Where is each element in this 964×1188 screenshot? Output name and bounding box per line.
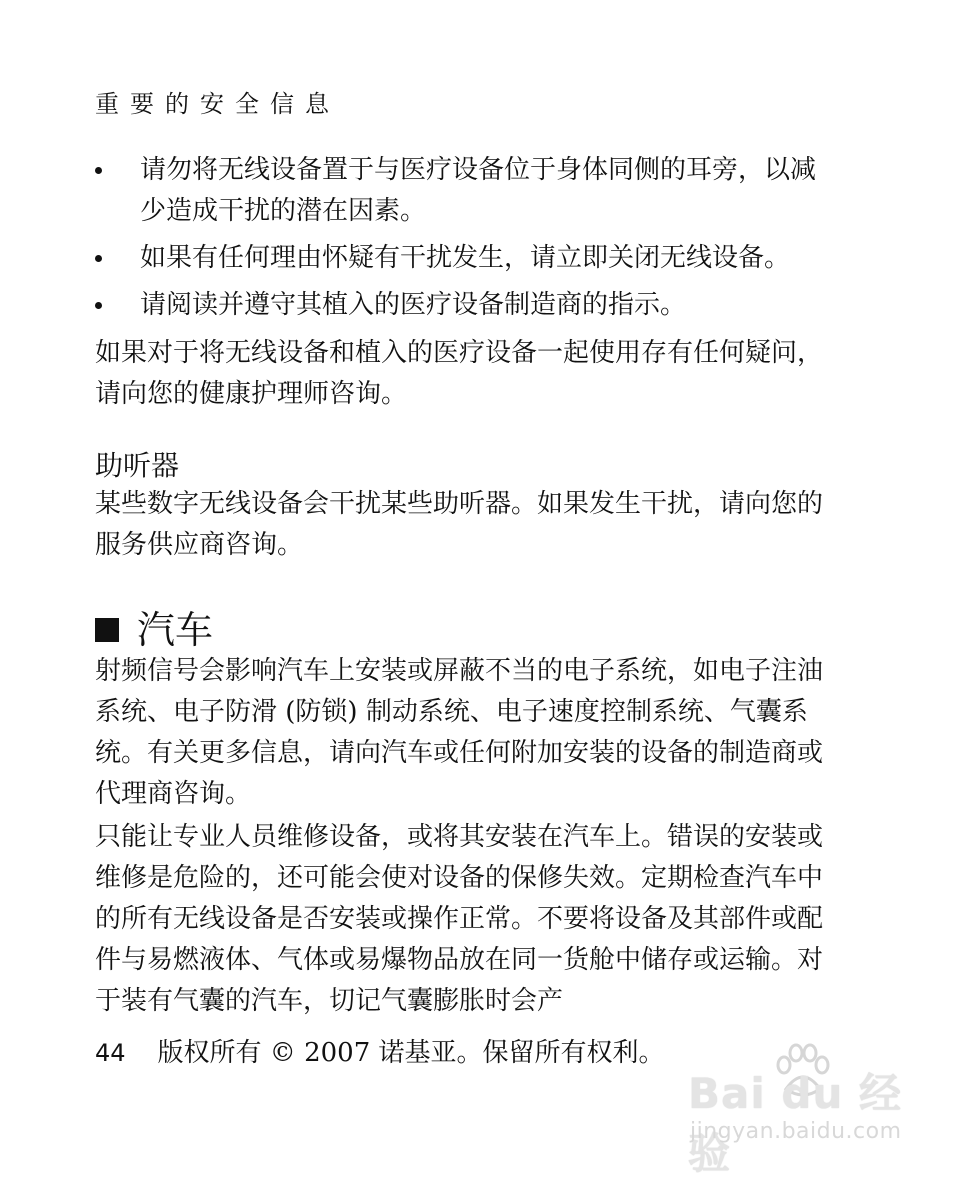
bullet-text: 请勿将无线设备置于与医疗设备位于身体同侧的耳旁，以减少造成干扰的潜在因素。 bbox=[140, 155, 817, 226]
copyright-text: 版权所有 © 2007 诺基亚。保留所有权利。 bbox=[157, 1038, 665, 1068]
black-square-icon bbox=[95, 618, 119, 642]
bullet-item bbox=[95, 150, 835, 232]
page-number: 44 bbox=[95, 1039, 126, 1067]
medical-device-bullet-list bbox=[95, 150, 835, 332]
hearing-aids-paragraph: 某些数字无线设备会干扰某些助听器。如果发生干扰，请向您的服务供应商咨询。 bbox=[95, 489, 824, 560]
bullet-text: 如果有任何理由怀疑有干扰发生，请立即关闭无线设备。 bbox=[140, 243, 791, 273]
baidu-watermark bbox=[688, 1043, 912, 1178]
bullet-text: 请阅读并遵守其植入的医疗设备制造商的指示。 bbox=[140, 290, 687, 320]
section-title: 重要的安全信息 bbox=[95, 90, 340, 118]
vehicles-paragraph-2: 只能让专业人员维修设备，或将其安装在汽车上。错误的安装或维修是危险的，还可能会使对设备的保修失效。定期检查汽车中的所有无线设备是否安装或操作正常。不要将设备及其部件或配件与易燃液体、气体或易爆物品放在同一货舱中储存或运输。对于装有气囊的汽车，切记气囊膨胀时会产 bbox=[95, 822, 824, 1016]
medical-followup-paragraph: 如果对于将无线设备和植入的医疗设备一起使用存有任何疑问，请向您的健康护理师咨询。 bbox=[95, 338, 824, 409]
watermark-logo-text: Bai du 经验 bbox=[688, 1069, 902, 1178]
bullet-dot-icon bbox=[95, 302, 102, 309]
vehicles-heading-text: 汽车 bbox=[137, 608, 214, 652]
bullet-item bbox=[95, 285, 835, 326]
vehicles-heading bbox=[95, 606, 213, 654]
vehicles-paragraph-1: 射频信号会影响汽车上安装或屏蔽不当的电子系统，如电子注油系统、电子防滑 (防锁) 制动系统、电子速度控制系统、气囊系统。有关更多信息，请向汽车或任何附加安装的设备的制造商或代理商咨询。 bbox=[95, 656, 824, 809]
bullet-dot-icon bbox=[95, 167, 102, 174]
bullet-item bbox=[95, 238, 835, 279]
watermark-url: jingyan.baidu.com bbox=[690, 1119, 902, 1144]
page-footer bbox=[95, 1033, 665, 1073]
bullet-dot-icon bbox=[95, 255, 102, 262]
hearing-aids-heading: 助听器 bbox=[95, 449, 180, 482]
